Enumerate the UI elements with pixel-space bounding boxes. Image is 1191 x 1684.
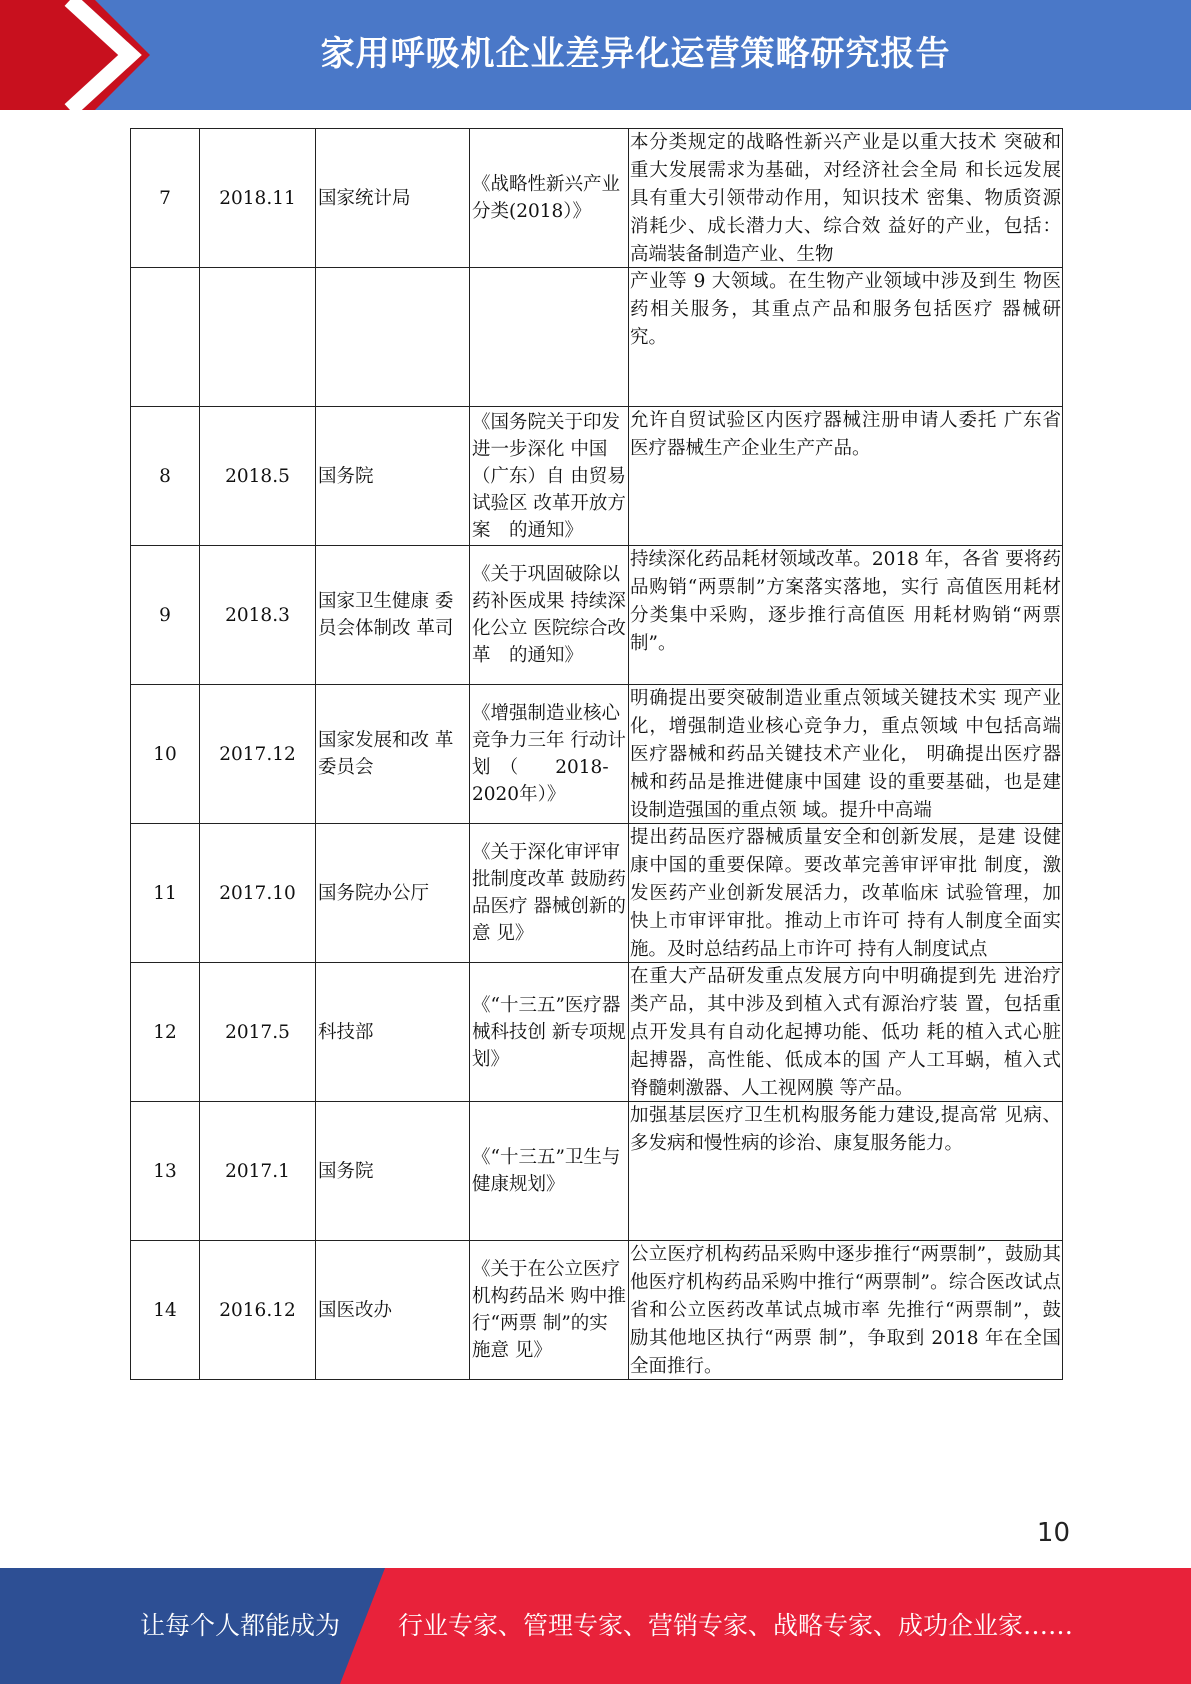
policy-description-cell (629, 1241, 1063, 1380)
issuing-agency-cell-text: 国家发展和改 革委员会 (318, 730, 454, 778)
policy-document-cell (470, 268, 629, 407)
report-title: 家用呼吸机企业差异化运营策略研究报告 (320, 34, 951, 74)
policy-description-cell (629, 546, 1063, 685)
date-cell (200, 963, 316, 1102)
policy-document-cell-text: 《增强制造业核心竞争力三年 行动计划 （ 2018-2020年）》 (472, 703, 626, 805)
policy-document-cell (470, 1102, 629, 1241)
row-number-cell-text: 11 (153, 882, 177, 904)
date-cell (200, 824, 316, 963)
date-cell-text: 2017.10 (219, 882, 296, 904)
page-number: 10 (1036, 1518, 1070, 1548)
policy-document-cell-text: 《“十三五”卫生与健康规划》 (472, 1147, 621, 1195)
row-number-cell (131, 824, 200, 963)
row-number-cell (131, 1241, 200, 1380)
policy-document-cell-text: 《关于巩固破除以药补医成果 持续深化公立 医院综合改革 的通知》 (472, 564, 626, 666)
chevron-arrow-icon (0, 0, 150, 110)
policy-description-cell-text: 允许自贸试验区内医疗器械注册申请人委托 广东省医疗器械生产企业生产产品。 (630, 410, 1061, 459)
issuing-agency-cell-text: 国务院办公厅 (318, 882, 430, 904)
issuing-agency-cell-text: 国家卫生健康 委员会体制改 革司 (318, 591, 454, 639)
date-cell-text: 2017.5 (225, 1021, 290, 1043)
issuing-agency-cell (316, 824, 470, 963)
policy-description-cell (629, 824, 1063, 963)
policy-description-cell-text: 明确提出要突破制造业重点领域关键技术实 现产业化，增强制造业核心竞争力，重点领域 中包括高端医疗器械和药品关键技术产业化， 明确提出医疗器械和药品是推进健康中国建 设的重要基础，也是建设制造强国的重点领 域。提升中高端 (630, 688, 1061, 821)
page-header (0, 0, 1191, 110)
date-cell (200, 1102, 316, 1241)
row-number-cell (131, 685, 200, 824)
issuing-agency-cell-text: 国务院 (318, 1160, 374, 1182)
policy-document-cell-text: 《“十三五”医疗器械科技创 新专项规划》 (472, 994, 626, 1070)
table-row (131, 268, 1063, 407)
policy-document-cell-text: 《国务院关于印发进一步深化 中国（广东）自 由贸易试验区 改革开放方案 的通知》 (472, 411, 626, 541)
table-row (131, 963, 1063, 1102)
table-row (131, 407, 1063, 546)
policy-description-cell-text: 产业等 9 大领域。在生物产业领域中涉及到生 物医药相关服务，其重点产品和服务包括医疗 器械研究。 (630, 271, 1061, 348)
policy-description-cell-text: 提出药品医疗器械质量安全和创新发展，是建 设健康中国的重要保障。要改革完善审评审批 制度，激发医药产业创新发展活力，改革临床 试验管理，加快上市审评审批。推动上市许可 持有人制度全面实施。及时总结药品上市许可 持有人制度试点 (630, 827, 1061, 960)
policy-document-cell (470, 963, 629, 1102)
policy-description-cell (629, 685, 1063, 824)
issuing-agency-cell (316, 1102, 470, 1241)
date-cell-text: 2017.1 (225, 1160, 290, 1182)
row-number-cell (131, 129, 200, 268)
issuing-agency-cell-text: 国医改办 (318, 1299, 393, 1321)
date-cell-text: 2017.12 (219, 743, 296, 765)
issuing-agency-cell (316, 1241, 470, 1380)
issuing-agency-cell (316, 407, 470, 546)
table-row (131, 824, 1063, 963)
policy-description-cell-text: 在重大产品研发重点发展方向中明确提到先 进治疗类产品，其中涉及到植入式有源治疗装 置，包括重点开发具有自动化起搏功能、低功 耗的植入式心脏起搏器，高性能、低成本的国 产人工耳蜗，植入式脊髓刺激器、人工视网膜 等产品。 (630, 966, 1061, 1099)
row-number-cell-text: 9 (159, 604, 171, 626)
row-number-cell-text: 7 (159, 187, 171, 209)
policy-description-cell-text: 公立医疗机构药品采购中逐步推行“两票制”，鼓励其他医疗机构药品采购中推行“两票制”。综合医改试点省和公立医药改革试点城市率 先推行“两票制”，鼓励其他地区执行“两票 制”，争取到 2018 年在全国全面推行。 (630, 1244, 1061, 1377)
table-row (131, 685, 1063, 824)
policy-description-cell (629, 268, 1063, 407)
issuing-agency-cell-text: 国家统计局 (318, 187, 411, 209)
date-cell-text: 2016.12 (219, 1299, 296, 1321)
row-number-cell (131, 1102, 200, 1241)
date-cell (200, 129, 316, 268)
date-cell (200, 685, 316, 824)
row-number-cell (131, 963, 200, 1102)
policy-description-cell (629, 407, 1063, 546)
date-cell-text: 2018.5 (225, 465, 290, 487)
policy-description-cell-text: 加强基层医疗卫生机构服务能力建设,提高常 见病、多发病和慢性病的诊治、康复服务能力。 (630, 1105, 1061, 1154)
policy-description-cell-text: 本分类规定的战略性新兴产业是以重大技术 突破和重大发展需求为基础，对经济社会全局 和长远发展具有重大引领带动作用，知识技术 密集、物质资源消耗少、成长潜力大、综合效 益好的产业，包括：高端装备制造产业、生物 (630, 132, 1061, 265)
policy-document-cell-text: 《关于在公立医疗机构药品米 购中推行“两票 制”的实施意 见》 (472, 1259, 626, 1361)
row-number-cell (131, 546, 200, 685)
policy-document-cell (470, 546, 629, 685)
date-cell (200, 1241, 316, 1380)
policy-description-cell-text: 持续深化药品耗材领域改革。2018 年，各省 要将药品购销“两票制”方案落实落地，实行 高值医用耗材分类集中采购，逐步推行高值医 用耗材购销“两票制”。 (630, 549, 1061, 654)
policy-document-cell (470, 407, 629, 546)
date-cell (200, 407, 316, 546)
issuing-agency-cell (316, 268, 470, 407)
date-cell-text: 2018.3 (225, 604, 290, 626)
row-number-cell (131, 268, 200, 407)
row-number-cell-text: 12 (153, 1021, 177, 1043)
row-number-cell (131, 407, 200, 546)
row-number-cell-text: 8 (159, 465, 171, 487)
row-number-cell-text: 10 (153, 743, 177, 765)
table-row (131, 1102, 1063, 1241)
policy-document-cell (470, 824, 629, 963)
date-cell (200, 546, 316, 685)
issuing-agency-cell (316, 546, 470, 685)
page-footer (0, 1568, 1191, 1684)
row-number-cell-text: 13 (153, 1160, 177, 1182)
issuing-agency-cell-text: 国务院 (318, 465, 374, 487)
policy-table (130, 128, 1063, 1380)
issuing-agency-cell (316, 685, 470, 824)
footer-slogan-right: 行业专家、管理专家、营销专家、战略专家、成功企业家…… (398, 1611, 1074, 1640)
issuing-agency-cell-text: 科技部 (318, 1021, 374, 1043)
policy-document-cell (470, 685, 629, 824)
issuing-agency-cell (316, 129, 470, 268)
policy-description-cell (629, 1102, 1063, 1241)
issuing-agency-cell (316, 963, 470, 1102)
policy-document-cell-text: 《关于深化审评审批制度改革 鼓励药品医疗 器械创新的意 见》 (472, 842, 626, 944)
date-cell-text: 2018.11 (219, 187, 296, 209)
table-row (131, 129, 1063, 268)
footer-slogan-left: 让每个人都能成为 (140, 1611, 341, 1640)
table-row (131, 546, 1063, 685)
policy-document-cell-text: 《战略性新兴产业分类(2018）》 (472, 174, 621, 222)
policy-description-cell (629, 963, 1063, 1102)
table-row (131, 1241, 1063, 1380)
policy-document-cell (470, 129, 629, 268)
policy-description-cell (629, 129, 1063, 268)
date-cell (200, 268, 316, 407)
row-number-cell-text: 14 (153, 1299, 177, 1321)
policy-document-cell (470, 1241, 629, 1380)
